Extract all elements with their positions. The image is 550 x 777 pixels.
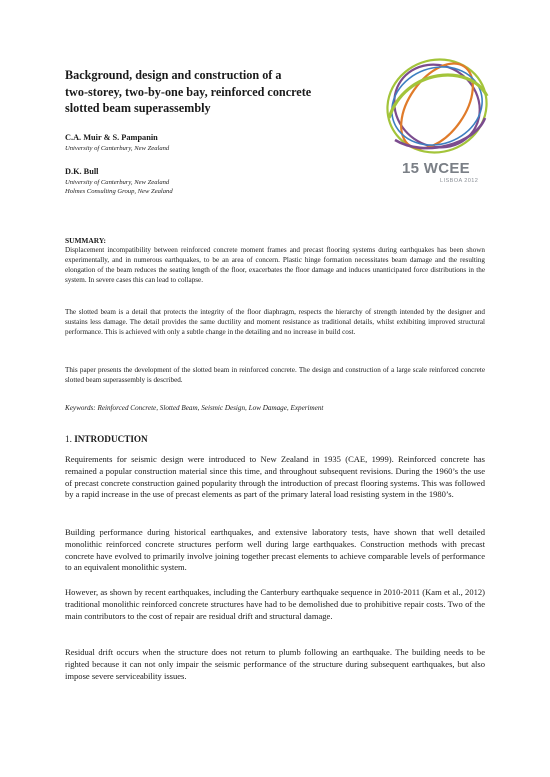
author-name-2: D.K. Bull [65, 167, 99, 176]
author-affiliation-1: University of Canterbury, New Zealand [65, 145, 170, 152]
body-paragraph-2: Building performance during historical earthquakes, and extensive laboratory tests, have shown that well detailed monolithic reinforced concrete structures perform well during large earthquakes. Construction methods with precast concrete have evolved to primarily involve joining together precast elements to achieve comparable levels of performance to an equivalent monolithic system. [65, 527, 485, 573]
summary-paragraph-2: The slotted beam is a detail that protects the integrity of the floor diaphragm, respects the hierarchy of strength intended by the designer and sustains less damage. The detail provides the same ductility and moment resistance as traditional details, whilst exhibiting improved structural performance. This is achieved with only a subtle change in the detailing and no increase in build cost. [65, 308, 485, 336]
body-paragraph-3: However, as shown by recent earthquakes, including the Canterbury earthquake sequence in 2010-2011 (Kam et al., 2012) traditional monolithic reinforced concrete structures have had to be demolished due to prohibitive repair costs. Two of the main contributors to the cost of repair are residual drift and structural damage. [65, 587, 485, 621]
body-paragraph-4: Residual drift occurs when the structure does not return to plumb following an earthquake. The building needs to be righted because it can not only impair the seismic performance of the structure during subsequent earthquakes, but also impose severe serviceability issues. [65, 647, 485, 681]
title-line-2: two-storey, two-by-one bay, reinforced concrete [65, 84, 312, 99]
title-line-3: slotted beam superassembly [65, 101, 211, 115]
keywords: Keywords: Reinforced Concrete, Slotted Beam, Seismic Design, Low Damage, Experiment [65, 404, 324, 412]
summary-paragraph-1: Displacement incompatibility between reinforced concrete moment frames and precast flooring systems during earthquakes has been shown experimentally, and in numerous earthquakes, to be an area of concern. Plastic hinge formation necessitates beam damage and the resulting elongation of the beam reduces the seating length of the floor, exacerbates the floor damage and induces unanticipated force distributions in the system. In severe cases this can lead to collapse. [65, 246, 485, 284]
body-paragraph-1: Requirements for seismic design were introduced to New Zealand in 1935 (CAE, 1999). Reinforced concrete has remained a popular construction material since this time, and throughout subsequent revisions. During the 1960’s the use of precast concrete construction gained popularity through the introduction of precast flooring systems. This was followed by a rapid increase in the use of precast elements as part of the primary lateral load resisting system in the 1980’s. [65, 454, 485, 500]
summary-paragraph-3: This paper presents the development of the slotted beam in reinforced concrete. The design and construction of a large scale reinforced concrete slotted beam superassembly is described. [65, 366, 485, 384]
logo-subtitle: LISBOA 2012 [440, 178, 479, 184]
summary-heading: SUMMARY: [65, 236, 106, 245]
logo-wordmark: 15 WCEE [402, 160, 470, 177]
title-line-1: Background, design and construction of a [65, 68, 282, 82]
section-heading [65, 434, 148, 444]
author-affiliation-2b: Holmes Consulting Group, New Zealand [65, 188, 173, 195]
author-name-1: C.A. Muir & S. Pampanin [65, 133, 158, 142]
author-affiliation-2a: University of Canterbury, New Zealand [65, 179, 170, 186]
section-title: INTRODUCTION [74, 434, 148, 444]
paper-title [65, 67, 365, 117]
section-number: 1. [65, 434, 72, 444]
